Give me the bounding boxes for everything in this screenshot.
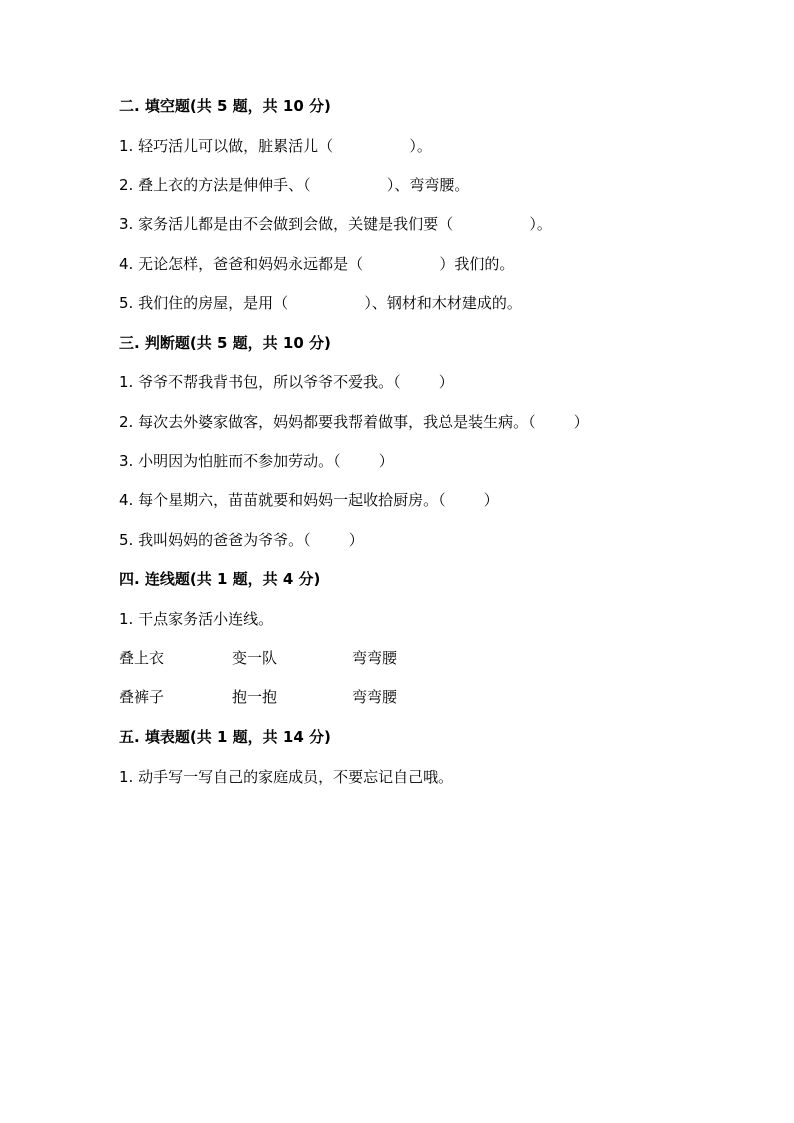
question-text: 4. 每个星期六，苗苗就要和妈妈一起收拾厨房。（ ） [119,491,499,509]
section-heading-true-false: 三. 判断题(共 5 题，共 10 分) [119,334,331,352]
matching-item: 叠上衣 [119,649,165,667]
matching-item: 叠裤子 [119,688,165,706]
section-heading-matching: 四. 连线题(共 1 题，共 4 分) [119,570,321,588]
matching-item: 弯弯腰 [352,649,398,667]
matching-item: 抱一抱 [232,688,278,706]
question-text: 2. 每次去外婆家做客，妈妈都要我帮着做事，我总是装生病。（ ） [119,413,589,431]
matching-item: 弯弯腰 [352,688,398,706]
question-text: 1. 干点家务活小连线。 [119,610,274,628]
section-heading-table: 五. 填表题(共 1 题，共 14 分) [119,728,331,746]
question-text: 4. 无论怎样，爸爸和妈妈永远都是（ ）我们的。 [119,255,515,273]
question-text: 2. 叠上衣的方法是伸伸手、（ ）、弯弯腰。 [119,176,470,194]
section-heading-fill-blank: 二. 填空题(共 5 题，共 10 分) [119,97,331,115]
question-text: 5. 我叫妈妈的爸爸为爷爷。（ ） [119,531,364,549]
question-text: 1. 爷爷不帮我背书包，所以爷爷不爱我。（ ） [119,373,454,391]
question-text: 5. 我们住的房屋，是用（ ）、钢材和木材建成的。 [119,294,522,312]
question-text: 3. 小明因为怕脏而不参加劳动。（ ） [119,452,394,470]
matching-item: 变一队 [232,649,278,667]
question-text: 1. 轻巧活儿可以做，脏累活儿（ ）。 [119,137,432,155]
question-text: 3. 家务活儿都是由不会做到会做，关键是我们要（ ）。 [119,215,552,233]
question-text: 1. 动手写一写自己的家庭成员，不要忘记自己哦。 [119,768,454,786]
